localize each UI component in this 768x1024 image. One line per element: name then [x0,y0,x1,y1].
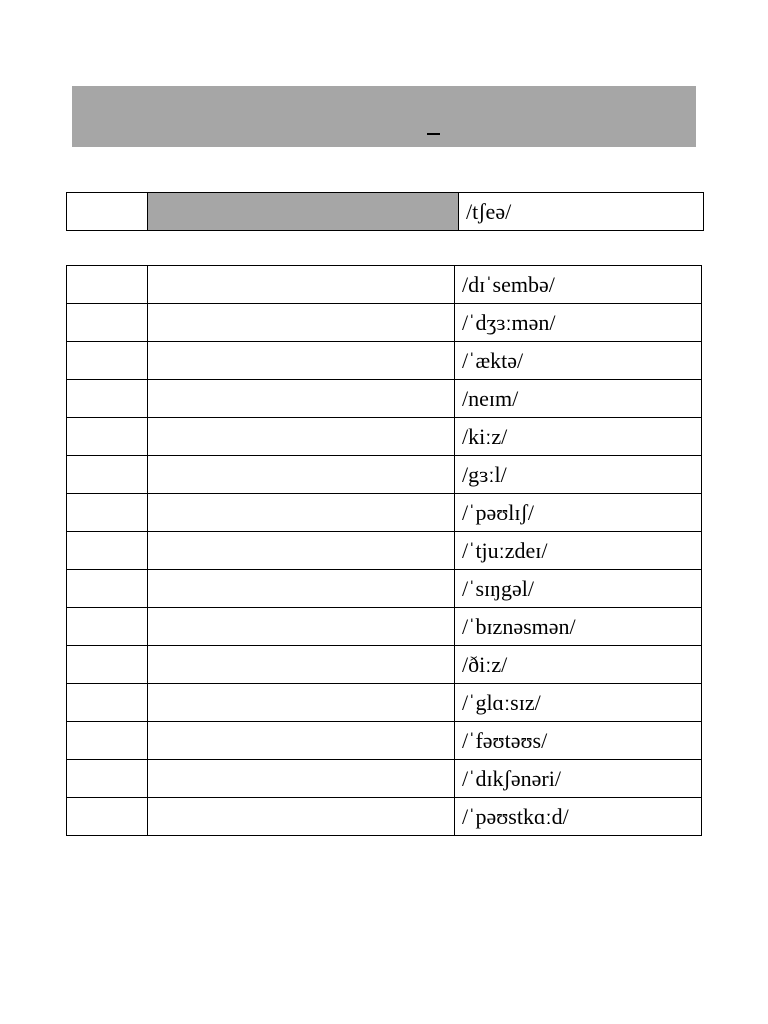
ipa-cell: /ˈglɑːsɪz/ [455,684,702,722]
table-row [67,646,702,684]
number-cell [67,646,148,684]
number-cell [67,798,148,836]
ipa-cell: /ˈæktə/ [455,342,702,380]
ipa-cell: /ˈpəʊlɪʃ/ [455,494,702,532]
number-cell [67,266,148,304]
ipa-cell: /ˈdʒɜːmən/ [455,304,702,342]
table-row [67,380,702,418]
word-answer-cell[interactable] [148,304,455,342]
word-answer-cell[interactable] [148,456,455,494]
word-answer-cell[interactable] [148,760,455,798]
word-answer-cell[interactable] [148,646,455,684]
ipa-cell: /neɪm/ [455,380,702,418]
number-cell [67,760,148,798]
number-cell [67,342,148,380]
word-answer-cell[interactable] [148,266,455,304]
number-cell [67,570,148,608]
word-answer-cell[interactable] [148,722,455,760]
ipa-cell: /dɪˈsembə/ [455,266,702,304]
example-table [66,192,704,231]
table-row [67,456,702,494]
number-cell [67,494,148,532]
word-answer-cell[interactable] [148,380,455,418]
title-banner [72,86,696,147]
word-answer-cell[interactable] [148,532,455,570]
table-row [67,608,702,646]
number-cell [67,380,148,418]
table-row [67,494,702,532]
ipa-cell: /kiːz/ [455,418,702,456]
number-cell [67,722,148,760]
ipa-cell: /ˈpəʊstkɑːd/ [455,798,702,836]
word-answer-cell[interactable] [148,342,455,380]
word-answer-cell[interactable] [148,494,455,532]
ipa-cell: /ˈdɪkʃənəri/ [455,760,702,798]
title-dash-mark [427,133,440,135]
number-cell [67,418,148,456]
table-row [67,266,702,304]
example-word-cell [148,193,459,231]
ipa-cell: /ˈsɪŋgəl/ [455,570,702,608]
table-row [67,304,702,342]
example-ipa-cell: /tʃeə/ [459,193,704,231]
number-cell [67,532,148,570]
table-row [67,532,702,570]
number-cell [67,684,148,722]
word-answer-cell[interactable] [148,684,455,722]
number-cell [67,456,148,494]
word-answer-cell[interactable] [148,798,455,836]
table-row [67,570,702,608]
number-cell [67,608,148,646]
table-row [67,342,702,380]
word-answer-cell[interactable] [148,418,455,456]
word-answer-cell[interactable] [148,608,455,646]
ipa-cell: /ˈtjuːzdeɪ/ [455,532,702,570]
ipa-cell: /ˈbɪznəsmən/ [455,608,702,646]
table-row [67,798,702,836]
ipa-cell: /ˈfəʊtəʊs/ [455,722,702,760]
table-row [67,418,702,456]
table-row [67,760,702,798]
transcription-table [66,265,702,836]
ipa-cell: /gɜːl/ [455,456,702,494]
ipa-cell: /ðiːz/ [455,646,702,684]
example-row [67,193,704,231]
word-answer-cell[interactable] [148,570,455,608]
table-row [67,684,702,722]
example-number-cell [67,193,148,231]
number-cell [67,304,148,342]
table-row [67,722,702,760]
